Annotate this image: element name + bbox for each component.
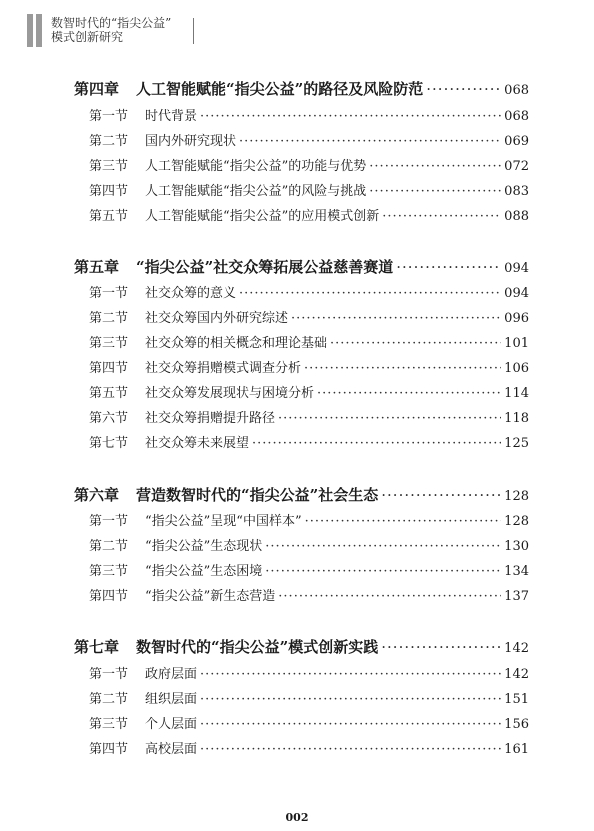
section-title: “指尖公益”生态困境 xyxy=(145,564,263,579)
section-title: 社交众筹的意义 xyxy=(145,286,237,301)
toc-chapter[interactable] xyxy=(74,256,529,277)
leader-dots xyxy=(200,742,501,757)
section-number: 第四节 xyxy=(89,589,129,604)
section-title: 社交众筹未来展望 xyxy=(145,436,250,451)
section-title: 组织层面 xyxy=(145,692,198,707)
header-divider xyxy=(193,18,194,44)
toc-section[interactable] xyxy=(89,180,529,199)
section-page: 072 xyxy=(504,159,529,174)
section-title: 社交众筹发展现状与困境分析 xyxy=(145,386,315,401)
section-page: 118 xyxy=(504,411,529,426)
section-title: 国内外研究现状 xyxy=(145,134,237,149)
leader-dots xyxy=(304,361,501,376)
section-page: 128 xyxy=(504,514,529,529)
leader-dots xyxy=(317,386,501,401)
toc-section[interactable] xyxy=(89,510,529,529)
section-page: 094 xyxy=(504,286,529,301)
chapter-page: 128 xyxy=(504,489,529,504)
section-page: 142 xyxy=(504,667,529,682)
section-number: 第三节 xyxy=(89,564,129,579)
section-number: 第一节 xyxy=(89,667,129,682)
toc-section[interactable] xyxy=(89,332,529,351)
section-title: “指尖公益”新生态营造 xyxy=(145,589,276,604)
leader-dots xyxy=(265,539,501,554)
section-title: 时代背景 xyxy=(145,109,198,124)
leader-dots xyxy=(330,336,501,351)
toc-section[interactable] xyxy=(89,357,529,376)
chapter-title: 人工智能赋能“指尖公益”的路径及风险防范 xyxy=(136,80,424,98)
leader-dots xyxy=(239,134,501,149)
section-number: 第五节 xyxy=(89,209,129,224)
leader-dots xyxy=(252,436,501,451)
leader-dots xyxy=(200,109,501,124)
chapter-number: 第七章 xyxy=(74,638,120,656)
header-title xyxy=(51,16,171,44)
toc-section[interactable] xyxy=(89,407,529,426)
section-number: 第三节 xyxy=(89,717,129,732)
toc-section[interactable] xyxy=(89,307,529,326)
leader-dots xyxy=(200,717,501,732)
toc-section[interactable] xyxy=(89,713,529,732)
header-title-line2: 模式创新研究 xyxy=(51,30,124,44)
toc-chapter[interactable] xyxy=(74,636,529,657)
page-number: 002 xyxy=(285,811,309,824)
leader-dots xyxy=(239,286,501,301)
toc-section[interactable] xyxy=(89,432,529,451)
section-page: 088 xyxy=(504,209,529,224)
section-page: 161 xyxy=(504,742,529,757)
toc-section[interactable] xyxy=(89,663,529,682)
leader-dots xyxy=(369,184,501,199)
chapter-page: 142 xyxy=(504,641,529,656)
section-title: 个人层面 xyxy=(145,717,198,732)
section-number: 第二节 xyxy=(89,134,129,149)
section-number: 第二节 xyxy=(89,539,129,554)
leader-dots xyxy=(381,638,501,656)
section-title: “指尖公益”呈现“中国样本” xyxy=(145,514,302,529)
section-number: 第二节 xyxy=(89,311,129,326)
section-page: 101 xyxy=(504,336,529,351)
chapter-number: 第六章 xyxy=(74,486,120,504)
section-title: 人工智能赋能“指尖公益”的风险与挑战 xyxy=(145,184,367,199)
toc-chapter[interactable] xyxy=(74,484,529,505)
toc-section[interactable] xyxy=(89,688,529,707)
section-page: 068 xyxy=(504,109,529,124)
section-title: 社交众筹捐赠提升路径 xyxy=(145,411,276,426)
leader-dots xyxy=(200,667,501,682)
section-title: 高校层面 xyxy=(145,742,198,757)
leader-dots xyxy=(265,564,501,579)
chapter-title: “指尖公益”社交众筹拓展公益慈善赛道 xyxy=(136,258,394,276)
chapter-page: 094 xyxy=(504,261,529,276)
chapter-title: 数智时代的“指尖公益”模式创新实践 xyxy=(136,638,379,656)
toc-section[interactable] xyxy=(89,535,529,554)
chapter-number: 第五章 xyxy=(74,258,120,276)
toc-section[interactable] xyxy=(89,382,529,401)
leader-dots xyxy=(305,514,502,529)
section-page: 114 xyxy=(504,386,529,401)
section-title: 政府层面 xyxy=(145,667,198,682)
toc-section[interactable] xyxy=(89,738,529,757)
section-page: 125 xyxy=(504,436,529,451)
section-number: 第四节 xyxy=(89,742,129,757)
section-number: 第一节 xyxy=(89,514,129,529)
section-title: 社交众筹的相关概念和理论基础 xyxy=(145,336,328,351)
section-page: 156 xyxy=(504,717,529,732)
section-number: 第三节 xyxy=(89,336,129,351)
section-title: 人工智能赋能“指尖公益”的应用模式创新 xyxy=(145,209,380,224)
section-number: 第七节 xyxy=(89,436,129,451)
section-number: 第三节 xyxy=(89,159,129,174)
section-page: 134 xyxy=(504,564,529,579)
section-number: 第四节 xyxy=(89,361,129,376)
section-title: 社交众筹国内外研究综述 xyxy=(145,311,289,326)
section-title: “指尖公益”生态现状 xyxy=(145,539,263,554)
header-bar-decoration xyxy=(27,14,33,47)
section-page: 130 xyxy=(504,539,529,554)
chapter-page: 068 xyxy=(504,83,529,98)
toc-section[interactable] xyxy=(89,585,529,604)
header-title-line1: 数智时代的“指尖公益” xyxy=(51,16,172,30)
toc-section[interactable] xyxy=(89,130,529,149)
leader-dots xyxy=(426,80,501,98)
chapter-number: 第四章 xyxy=(74,80,120,98)
leader-dots xyxy=(278,589,501,604)
section-number: 第五节 xyxy=(89,386,129,401)
leader-dots xyxy=(396,258,501,276)
leader-dots xyxy=(381,486,501,504)
section-title: 人工智能赋能“指尖公益”的功能与优势 xyxy=(145,159,367,174)
section-page: 083 xyxy=(504,184,529,199)
toc-section[interactable] xyxy=(89,105,529,124)
toc-section[interactable] xyxy=(89,282,529,301)
section-title: 社交众筹捐赠模式调查分析 xyxy=(145,361,302,376)
leader-dots xyxy=(200,692,501,707)
section-page: 137 xyxy=(504,589,529,604)
section-number: 第六节 xyxy=(89,411,129,426)
section-number: 第一节 xyxy=(89,286,129,301)
leader-dots xyxy=(369,159,501,174)
toc-section[interactable] xyxy=(89,205,529,224)
leader-dots xyxy=(291,311,501,326)
chapter-title: 营造数智时代的“指尖公益”社会生态 xyxy=(136,486,379,504)
section-page: 069 xyxy=(504,134,529,149)
section-page: 106 xyxy=(504,361,529,376)
toc-section[interactable] xyxy=(89,560,529,579)
leader-dots xyxy=(278,411,501,426)
section-number: 第一节 xyxy=(89,109,129,124)
section-page: 151 xyxy=(504,692,529,707)
header-bar-decoration xyxy=(36,14,42,47)
leader-dots xyxy=(382,209,501,224)
toc-chapter[interactable] xyxy=(74,78,529,99)
toc-section[interactable] xyxy=(89,155,529,174)
section-number: 第二节 xyxy=(89,692,129,707)
section-page: 096 xyxy=(504,311,529,326)
section-number: 第四节 xyxy=(89,184,129,199)
